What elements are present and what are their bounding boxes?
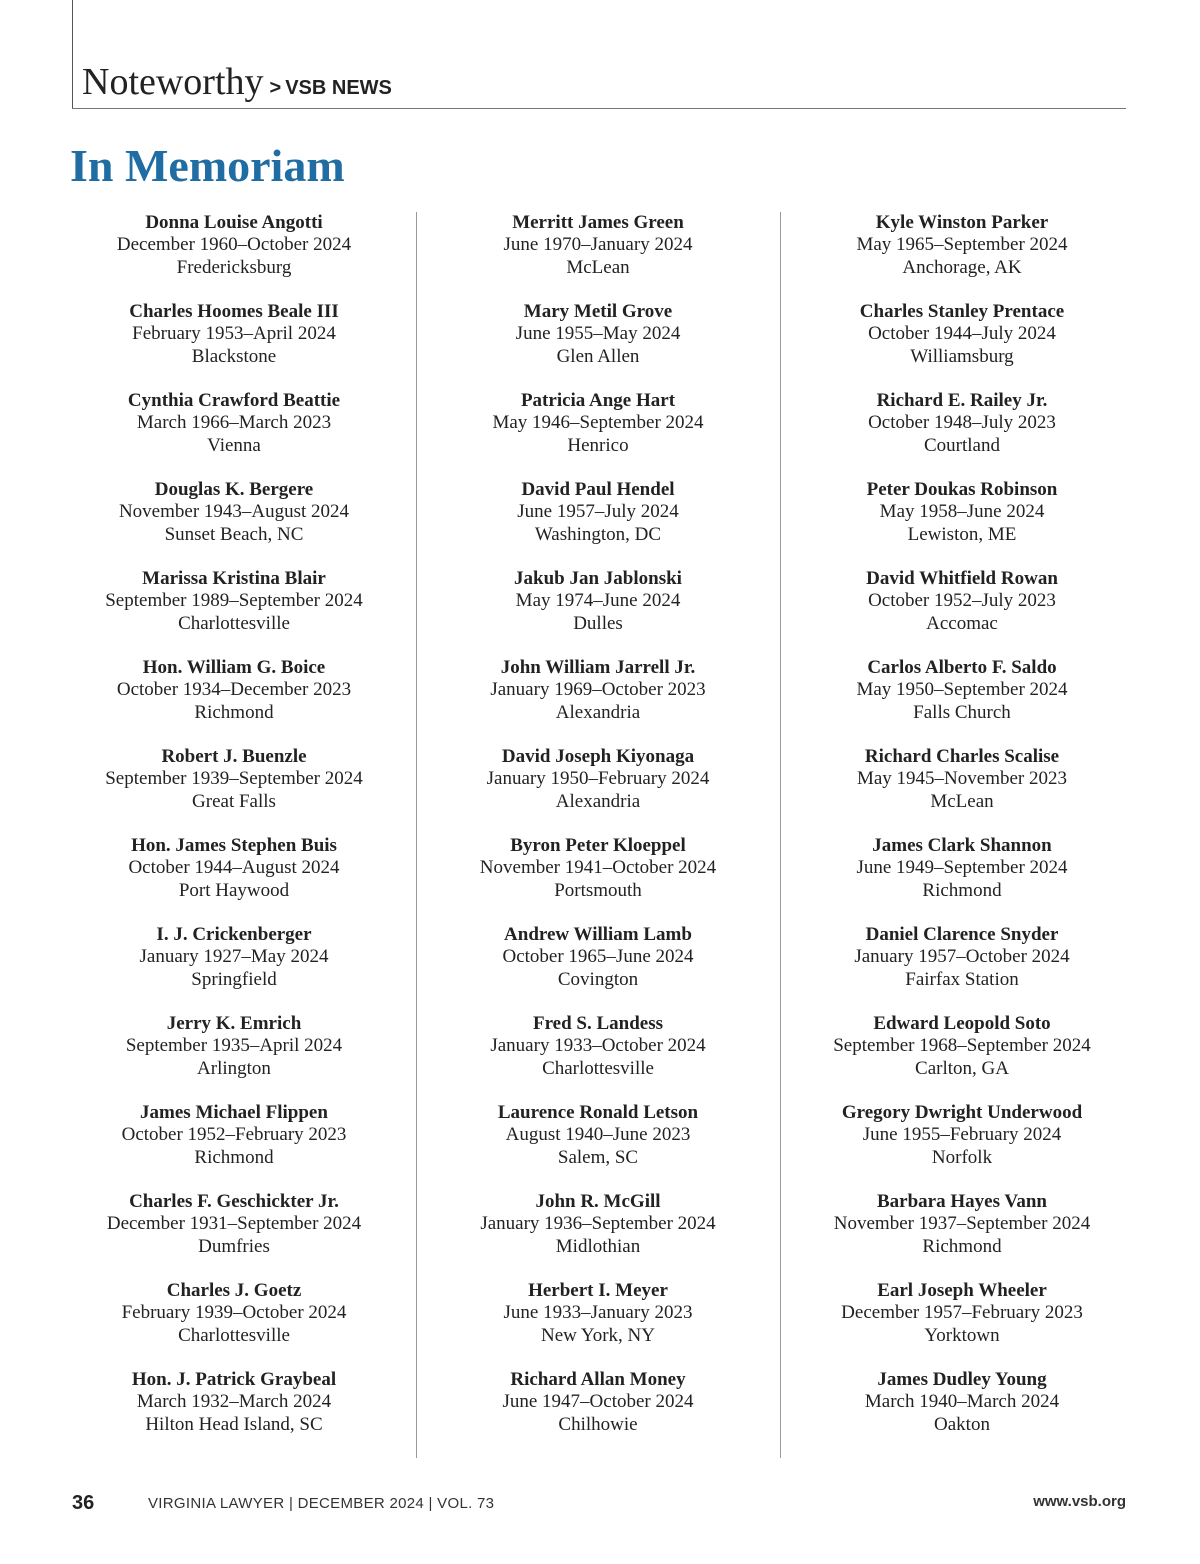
entry-place: Great Falls bbox=[192, 790, 276, 812]
entry-name: James Clark Shannon bbox=[872, 835, 1052, 856]
memorial-entry bbox=[52, 212, 416, 279]
memorial-entry bbox=[416, 924, 780, 991]
entry-name: Carlos Alberto F. Saldo bbox=[867, 657, 1057, 678]
entry-place: Courtland bbox=[924, 434, 1000, 456]
memorial-entry bbox=[52, 1102, 416, 1169]
entry-name: Herbert I. Meyer bbox=[528, 1280, 668, 1301]
memorial-entry bbox=[52, 390, 416, 457]
entry-name: Jakub Jan Jablonski bbox=[514, 568, 682, 589]
memorial-entry bbox=[416, 1369, 780, 1436]
entry-name: Richard E. Railey Jr. bbox=[876, 390, 1048, 411]
entry-dates: May 1945–November 2023 bbox=[856, 768, 1068, 790]
entry-place: Port Haywood bbox=[178, 879, 290, 901]
memorial-entry bbox=[52, 1369, 416, 1436]
entry-dates: May 1946–September 2024 bbox=[492, 412, 704, 434]
entry-dates: January 1957–October 2024 bbox=[854, 946, 1070, 968]
entry-dates: October 1952–February 2023 bbox=[121, 1124, 347, 1146]
entry-place: Lewiston, ME bbox=[907, 523, 1017, 545]
memorial-entry bbox=[416, 1102, 780, 1169]
entry-dates: May 1965–September 2024 bbox=[856, 234, 1068, 256]
entry-dates: January 1933–October 2024 bbox=[490, 1035, 706, 1057]
entry-name: I. J. Crickenberger bbox=[156, 924, 312, 945]
memorial-entry bbox=[780, 657, 1144, 724]
entry-dates: December 1960–October 2024 bbox=[116, 234, 352, 256]
entry-dates: September 1939–September 2024 bbox=[105, 768, 363, 790]
memorial-entry bbox=[780, 924, 1144, 991]
entry-dates: September 1935–April 2024 bbox=[125, 1035, 343, 1057]
entry-dates: March 1966–March 2023 bbox=[136, 412, 332, 434]
memorial-entry bbox=[780, 835, 1144, 902]
entry-place: Midlothian bbox=[555, 1235, 641, 1257]
memorial-entry bbox=[416, 657, 780, 724]
entry-dates: November 1941–October 2024 bbox=[479, 857, 717, 879]
entry-place: Chilhowie bbox=[558, 1413, 638, 1435]
entry-place: Covington bbox=[557, 968, 639, 990]
column-3 bbox=[780, 212, 1144, 1458]
entry-name: Hon. William G. Boice bbox=[142, 657, 326, 678]
memorial-entry bbox=[780, 212, 1144, 279]
memorial-entry bbox=[416, 1280, 780, 1347]
memoriam-columns bbox=[52, 212, 1144, 1458]
entry-name: Charles Stanley Prentace bbox=[859, 301, 1065, 322]
entry-place: Charlottesville bbox=[178, 612, 290, 634]
entry-dates: September 1968–September 2024 bbox=[833, 1035, 1091, 1057]
entry-dates: August 1940–June 2023 bbox=[505, 1124, 691, 1146]
entry-place: Arlington bbox=[197, 1057, 271, 1079]
entry-dates: October 1948–July 2023 bbox=[868, 412, 1056, 434]
entry-dates: January 1936–September 2024 bbox=[480, 1213, 716, 1235]
memorial-entry bbox=[52, 1013, 416, 1080]
entry-name: Cynthia Crawford Beattie bbox=[127, 390, 341, 411]
entry-place: Salem, SC bbox=[557, 1146, 639, 1168]
entry-dates: January 1969–October 2023 bbox=[490, 679, 706, 701]
memorial-entry bbox=[416, 390, 780, 457]
memorial-entry bbox=[416, 212, 780, 279]
entry-name: Robert J. Buenzle bbox=[161, 746, 307, 767]
entry-name: Earl Joseph Wheeler bbox=[877, 1280, 1047, 1301]
entry-place: Carlton, GA bbox=[915, 1057, 1009, 1079]
entry-name: Charles Hoomes Beale III bbox=[129, 301, 339, 322]
entry-name: Richard Charles Scalise bbox=[864, 746, 1060, 767]
memorial-entry bbox=[780, 479, 1144, 546]
entry-name: Marissa Kristina Blair bbox=[142, 568, 326, 589]
entry-dates: June 1949–September 2024 bbox=[856, 857, 1068, 879]
entry-name: David Joseph Kiyonaga bbox=[501, 746, 695, 767]
entry-name: Douglas K. Bergere bbox=[154, 479, 314, 500]
entry-place: McLean bbox=[566, 256, 630, 278]
entry-dates: June 1933–January 2023 bbox=[503, 1302, 693, 1324]
entry-place: Falls Church bbox=[913, 701, 1011, 723]
entry-name: David Paul Hendel bbox=[521, 479, 675, 500]
entry-place: Anchorage, AK bbox=[902, 256, 1022, 278]
entry-name: Jerry K. Emrich bbox=[166, 1013, 302, 1034]
entry-place: Fairfax Station bbox=[905, 968, 1019, 990]
entry-place: Oakton bbox=[934, 1413, 990, 1435]
publication-line: VIRGINIA LAWYER | DECEMBER 2024 | VOL. 73 bbox=[148, 1495, 495, 1512]
entry-dates: May 1950–September 2024 bbox=[856, 679, 1068, 701]
entry-dates: February 1953–April 2024 bbox=[132, 323, 336, 345]
entry-dates: February 1939–October 2024 bbox=[121, 1302, 347, 1324]
entry-place: Blackstone bbox=[191, 345, 277, 367]
entry-name: Barbara Hayes Vann bbox=[877, 1191, 1047, 1212]
entry-name: David Whitfield Rowan bbox=[866, 568, 1058, 589]
entry-name: Mary Metil Grove bbox=[523, 301, 673, 322]
entry-name: Hon. James Stephen Buis bbox=[131, 835, 337, 856]
entry-dates: March 1940–March 2024 bbox=[864, 1391, 1060, 1413]
entry-dates: June 1947–October 2024 bbox=[502, 1391, 694, 1413]
entry-place: Dumfries bbox=[198, 1235, 270, 1257]
memorial-entry bbox=[416, 479, 780, 546]
entry-place: Vienna bbox=[207, 434, 261, 456]
memorial-entry bbox=[780, 1369, 1144, 1436]
entry-dates: October 1944–July 2024 bbox=[868, 323, 1056, 345]
entry-place: Glen Allen bbox=[556, 345, 640, 367]
memorial-entry bbox=[52, 746, 416, 813]
entry-name: Fred S. Landess bbox=[532, 1013, 664, 1034]
entry-name: Peter Doukas Robinson bbox=[866, 479, 1058, 500]
section-name: Noteworthy bbox=[82, 61, 264, 103]
memorial-entry bbox=[52, 657, 416, 724]
entry-dates: January 1950–February 2024 bbox=[486, 768, 710, 790]
entry-name: Merritt James Green bbox=[512, 212, 684, 233]
entry-dates: December 1957–February 2023 bbox=[841, 1302, 1083, 1324]
header-vertical-rule bbox=[72, 0, 73, 108]
entry-name: Gregory Dwright Underwood bbox=[841, 1102, 1083, 1123]
entry-name: Patricia Ange Hart bbox=[520, 390, 676, 411]
memorial-entry bbox=[780, 746, 1144, 813]
memorial-entry bbox=[52, 1280, 416, 1347]
entry-place: Sunset Beach, NC bbox=[164, 523, 304, 545]
memorial-entry bbox=[780, 1013, 1144, 1080]
entry-dates: November 1943–August 2024 bbox=[118, 501, 350, 523]
memorial-entry bbox=[780, 390, 1144, 457]
entry-place: Yorktown bbox=[924, 1324, 1000, 1346]
entry-name: Andrew William Lamb bbox=[504, 924, 692, 945]
running-header bbox=[82, 60, 392, 104]
memorial-entry bbox=[52, 301, 416, 368]
memorial-entry bbox=[780, 1191, 1144, 1258]
memorial-entry bbox=[780, 568, 1144, 635]
memorial-entry bbox=[416, 746, 780, 813]
column-1 bbox=[52, 212, 416, 1458]
entry-place: Norfolk bbox=[931, 1146, 993, 1168]
entry-place: Henrico bbox=[567, 434, 629, 456]
entry-place: Charlottesville bbox=[178, 1324, 290, 1346]
entry-place: Alexandria bbox=[555, 790, 641, 812]
page-footer bbox=[72, 1492, 1126, 1522]
entry-place: Fredericksburg bbox=[176, 256, 292, 278]
entry-place: Richmond bbox=[194, 1146, 274, 1168]
entry-place: Williamsburg bbox=[910, 345, 1014, 367]
entry-name: Laurence Ronald Letson bbox=[497, 1102, 699, 1123]
entry-name: Byron Peter Kloeppel bbox=[510, 835, 686, 856]
entry-name: Donna Louise Angotti bbox=[145, 212, 323, 233]
memorial-entry bbox=[416, 301, 780, 368]
memorial-entry bbox=[416, 1191, 780, 1258]
memorial-entry bbox=[416, 835, 780, 902]
entry-place: Washington, DC bbox=[534, 523, 662, 545]
memorial-entry bbox=[52, 924, 416, 991]
breadcrumb-separator: > bbox=[269, 77, 282, 99]
website-url[interactable]: www.vsb.org bbox=[1033, 1493, 1126, 1510]
entry-dates: September 1989–September 2024 bbox=[105, 590, 363, 612]
entry-name: James Michael Flippen bbox=[140, 1102, 328, 1123]
entry-dates: June 1955–February 2024 bbox=[862, 1124, 1062, 1146]
entry-place: Dulles bbox=[573, 612, 623, 634]
entry-name: John R. McGill bbox=[535, 1191, 661, 1212]
entry-dates: May 1958–June 2024 bbox=[879, 501, 1045, 523]
entry-place: Hilton Head Island, SC bbox=[145, 1413, 323, 1435]
entry-dates: May 1974–June 2024 bbox=[515, 590, 681, 612]
entry-name: Hon. J. Patrick Graybeal bbox=[131, 1369, 337, 1390]
memorial-entry bbox=[416, 568, 780, 635]
entry-place: Accomac bbox=[926, 612, 998, 634]
entry-name: Charles F. Geschickter Jr. bbox=[129, 1191, 339, 1212]
page-title: In Memoriam bbox=[70, 140, 345, 191]
page-number: 36 bbox=[72, 1492, 95, 1514]
memorial-entry bbox=[52, 568, 416, 635]
entry-dates: November 1937–September 2024 bbox=[833, 1213, 1091, 1235]
memorial-entry bbox=[780, 1102, 1144, 1169]
memorial-entry bbox=[416, 1013, 780, 1080]
entry-name: Richard Allan Money bbox=[510, 1369, 686, 1390]
entry-dates: June 1955–May 2024 bbox=[515, 323, 681, 345]
memorial-entry bbox=[780, 1280, 1144, 1347]
entry-place: Charlottesville bbox=[542, 1057, 654, 1079]
memorial-entry bbox=[52, 835, 416, 902]
memorial-entry bbox=[780, 301, 1144, 368]
header-horizontal-rule bbox=[72, 108, 1126, 109]
entry-dates: October 1965–June 2024 bbox=[502, 946, 694, 968]
entry-place: McLean bbox=[930, 790, 994, 812]
entry-dates: January 1927–May 2024 bbox=[139, 946, 329, 968]
entry-name: James Dudley Young bbox=[877, 1369, 1047, 1390]
entry-dates: March 1932–March 2024 bbox=[136, 1391, 332, 1413]
entry-dates: June 1957–July 2024 bbox=[517, 501, 679, 523]
entry-place: Richmond bbox=[922, 879, 1002, 901]
entry-name: Daniel Clarence Snyder bbox=[865, 924, 1059, 945]
entry-name: Edward Leopold Soto bbox=[873, 1013, 1051, 1034]
entry-place: Richmond bbox=[922, 1235, 1002, 1257]
column-2 bbox=[416, 212, 780, 1458]
memorial-entry bbox=[52, 479, 416, 546]
entry-dates: October 1952–July 2023 bbox=[868, 590, 1056, 612]
entry-place: New York, NY bbox=[540, 1324, 655, 1346]
entry-name: Kyle Winston Parker bbox=[875, 212, 1049, 233]
entry-place: Springfield bbox=[191, 968, 277, 990]
entry-dates: June 1970–January 2024 bbox=[503, 234, 693, 256]
entry-dates: October 1944–August 2024 bbox=[128, 857, 340, 879]
subsection-name: VSB NEWS bbox=[285, 77, 392, 99]
entry-name: John William Jarrell Jr. bbox=[500, 657, 696, 678]
entry-dates: December 1931–September 2024 bbox=[106, 1213, 362, 1235]
entry-place: Richmond bbox=[194, 701, 274, 723]
entry-place: Portsmouth bbox=[554, 879, 642, 901]
entry-place: Alexandria bbox=[555, 701, 641, 723]
memorial-entry bbox=[52, 1191, 416, 1258]
entry-name: Charles J. Goetz bbox=[166, 1280, 302, 1301]
entry-dates: October 1934–December 2023 bbox=[116, 679, 352, 701]
